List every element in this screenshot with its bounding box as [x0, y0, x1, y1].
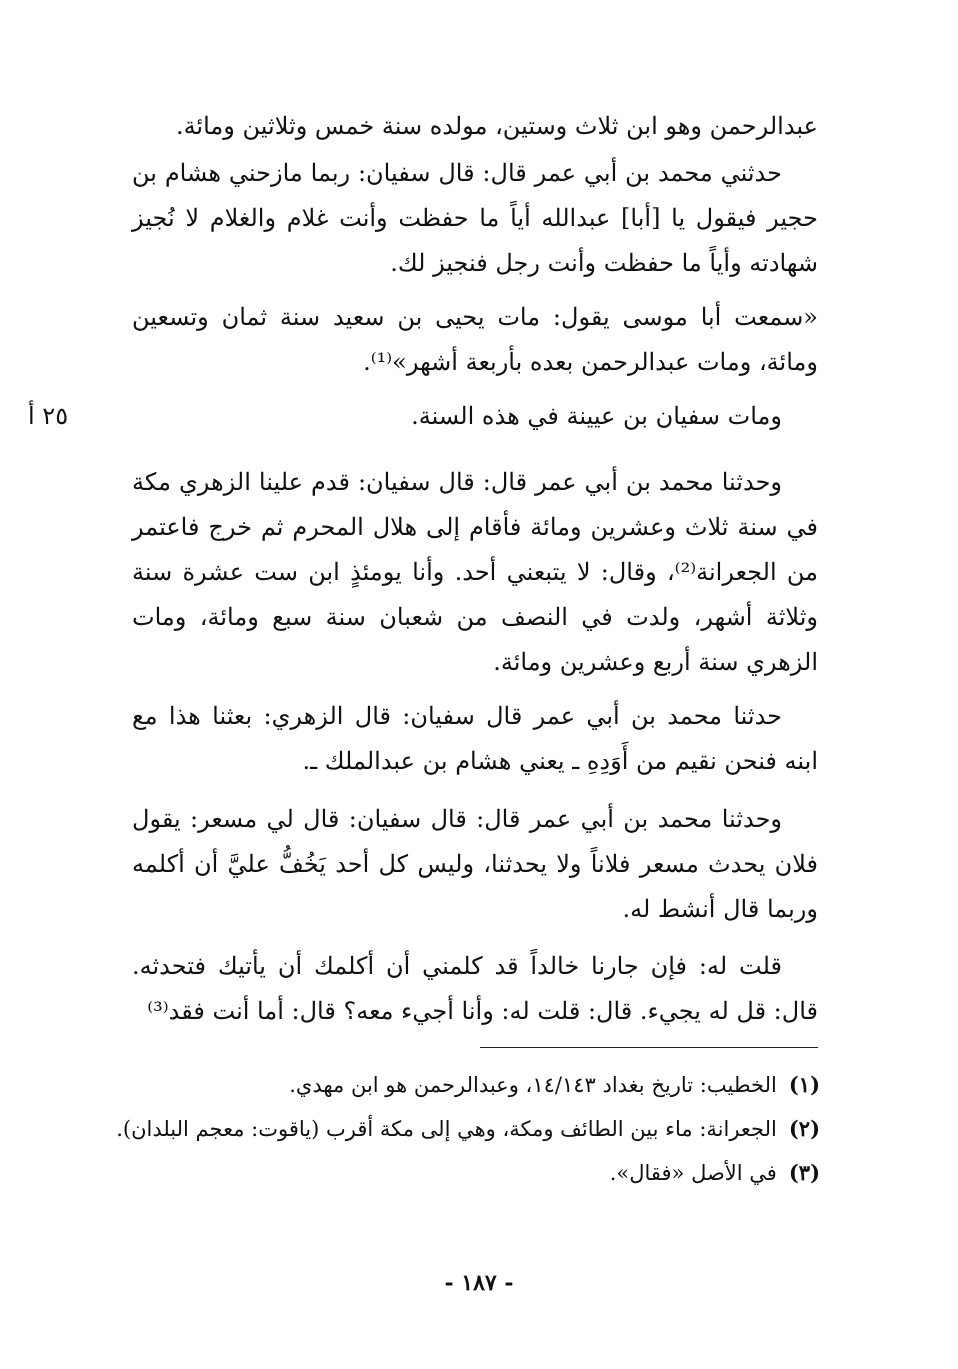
paragraph-text: ومات سفيان بن عيينة في هذه السنة.: [411, 402, 782, 430]
footnote-text: الجعرانة: ماء بين الطائف ومكة، وهي إلى مكة أقرب (ياقوت: معجم البلدان).: [116, 1117, 777, 1141]
margin-folio-marker: ٢٥ أ: [28, 402, 69, 430]
paragraph-8: [132, 944, 818, 1034]
paragraph-text: حدثني محمد بن أبي عمر قال: قال سفيان: ربما مازحني هشام بن حجير فيقول يا [أبا] عبدالله أياً ما حفظت وأنت غلام والغلام لا نُجيز شهادته وأياً ما حفظت وأنت رجل فنجيز لك.: [132, 159, 818, 277]
paragraph-5: [132, 460, 818, 685]
footnote-number: (١): [788, 1072, 820, 1097]
paragraph-text: وحدثنا محمد بن أبي عمر قال: قال سفيان: قدم علينا الزهري مكة في سنة ثلاث وعشرين ومائة فأقام إلى هلال المحرم ثم خرج فاعتمر من الجعرانة⁽²⁾، وقال: لا يتبعني أحد. وأنا يومئذٍ ابن ست عشرة سنة وثلاثة أشهر، ولدت في النصف من شعبان سنة سبع ومائة، ومات الزهري سنة أربع وعشرين ومائة.: [132, 468, 819, 676]
paragraph-text: «سمعت أبا موسى يقول: مات يحيى بن سعيد سنة ثمان وتسعين ومائة، ومات عبدالرحمن بعده بأربعة أشهر»⁽¹⁾.: [132, 303, 818, 376]
paragraph-text: وحدثنا محمد بن أبي عمر قال: قال سفيان: قال لي مسعر: يقول فلان يحدث مسعر فلاناً ولا يحدثنا، وليس كل أحد يَخُفُّ عليَّ أن أكلمه وربما قال أنشط له.: [132, 805, 818, 923]
paragraph-text: حدثنا محمد بن أبي عمر قال سفيان: قال الزهري: بعثنا هذا مع ابنه فنحن نقيم من أَوَدِهِ ـ يعني هشام بن عبدالملك ـ.: [132, 702, 818, 775]
paragraph-6: [132, 694, 818, 784]
page-number: - ١٨٧ -: [444, 1270, 514, 1296]
footnote-text: في الأصل «فقال».: [609, 1161, 777, 1185]
footnote-divider: [480, 1047, 818, 1048]
paragraph-2: [132, 151, 818, 286]
paragraph-text: قلت له: فإن جارنا خالداً قد كلمني أن أكلمك أن يأتيك فتحدثه. قال: قل له يجيء. قال: قلت له: وأنا أجيء معه؟ قال: أما أنت فقد⁽³⁾: [132, 952, 818, 1025]
footnote-3: [100, 1151, 820, 1195]
footnote-number: (٢): [788, 1116, 820, 1141]
footnote-1: [100, 1063, 820, 1107]
paragraph-1: [132, 104, 818, 149]
paragraph-3: [132, 295, 818, 385]
paragraph-4: [132, 394, 818, 439]
footnotes: [100, 1063, 820, 1195]
paragraph-text: عبدالرحمن وهو ابن ثلاث وستين، مولده سنة خمس وثلاثين ومائة.: [175, 112, 818, 140]
footnote-2: [100, 1107, 820, 1151]
footnote-text: الخطيب: تاريخ بغداد ١٤/١٤٣، وعبدالرحمن هو ابن مهدي.: [289, 1073, 777, 1097]
footnote-number: (٣): [788, 1160, 820, 1185]
paragraph-7: [132, 797, 818, 932]
